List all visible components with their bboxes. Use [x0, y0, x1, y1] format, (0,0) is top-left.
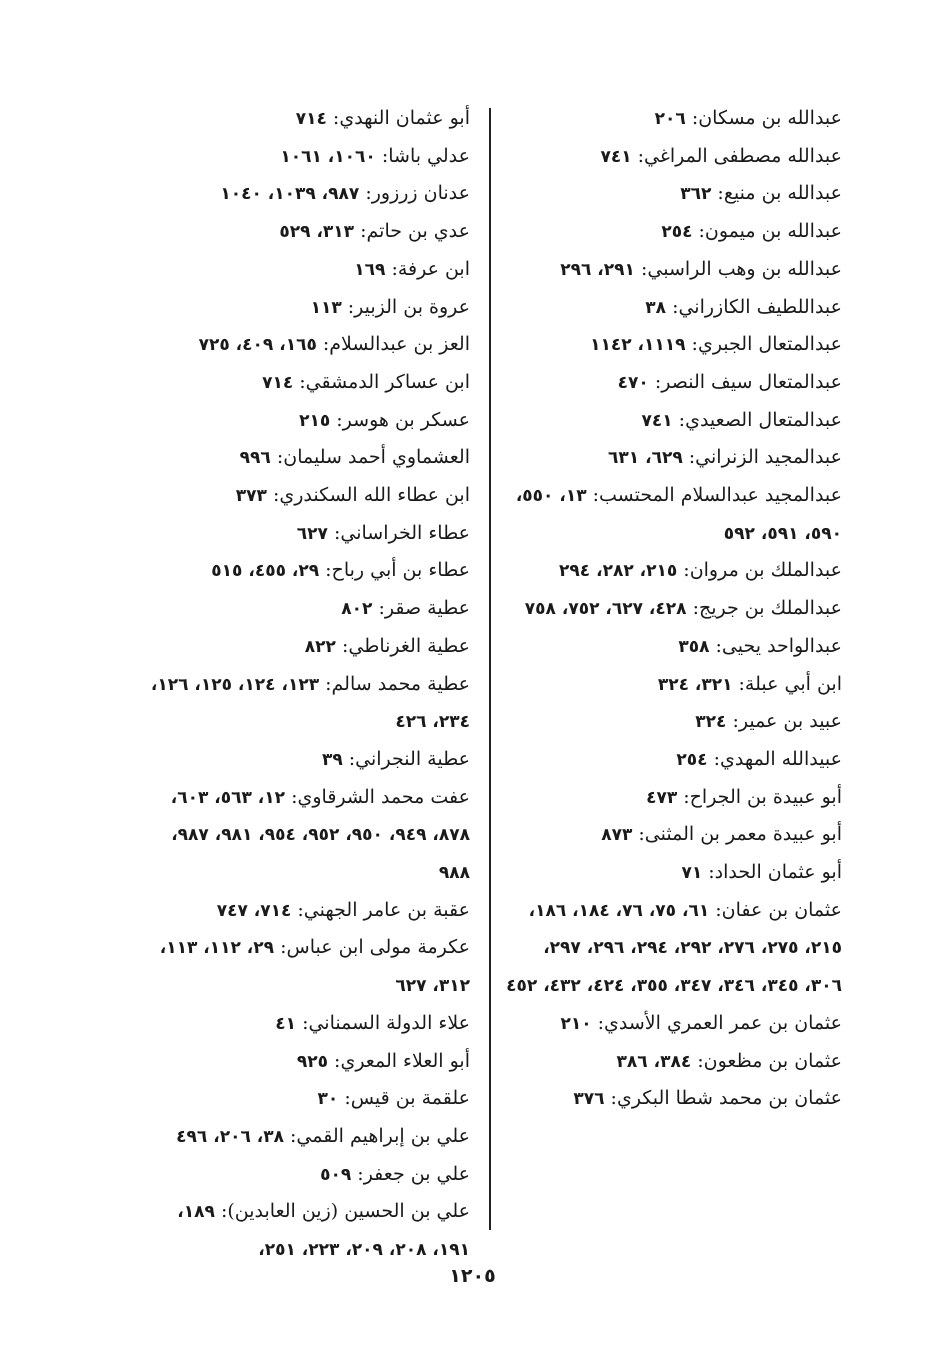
index-entry — [502, 1080, 842, 1118]
index-entry — [135, 628, 470, 666]
index-entry — [135, 1156, 470, 1194]
entry-pages: ١٢، ٥٦٣، ٦٠٣، ٨٧٨، ٩٤٩، ٩٥٠، ٩٥٢، ٩٥٤، ٩٨١، ٩٨٧، ٩٨٨ — [170, 787, 470, 884]
index-entry — [502, 741, 842, 779]
entry-pages: ٨٢٢ — [304, 636, 336, 657]
entry-name: علي بن جعفر: — [357, 1162, 470, 1185]
index-entry — [135, 100, 470, 138]
entry-name: عطية النجراني: — [348, 747, 470, 770]
entry-pages: ٣٢٤ — [695, 712, 727, 733]
entry-pages: ٩٨٧، ١٠٣٩، ١٠٤٠ — [220, 184, 360, 205]
index-entry — [502, 552, 842, 590]
entry-pages: ٣٢١، ٣٢٤ — [657, 674, 733, 695]
index-entry — [135, 1080, 470, 1118]
index-entry — [135, 666, 470, 741]
entry-pages: ١١٣ — [310, 297, 342, 318]
entry-name: ابن أبي عبلة: — [738, 672, 842, 695]
entry-name: عفت محمد الشرقاوي: — [291, 785, 470, 808]
entry-name: ابن عرفة: — [391, 257, 470, 280]
index-entry — [135, 590, 470, 628]
entry-name: عبداللطيف الكازراني: — [672, 295, 842, 318]
entry-name: عبدالله بن ميمون: — [698, 220, 842, 243]
entry-name: عقبة بن عامر الجهني: — [297, 898, 470, 921]
index-entry — [135, 779, 470, 892]
index-entry — [135, 1005, 470, 1043]
entry-pages: ٢١٥ — [299, 410, 331, 431]
entry-pages: ١٨٩، ١٩١، ٢٠٨، ٢٠٩، ٢٢٣، ٢٥١، — [177, 1202, 470, 1261]
entry-pages: ٢١٥، ٢٨٢، ٢٩٤ — [559, 561, 678, 582]
entry-pages: ٢٩، ١١٢، ١١٣، ٣١٢، ٦٢٧ — [159, 938, 470, 997]
entry-name: عبدالله بن منيع: — [717, 182, 842, 205]
entry-pages: ٧١٤، ٧٤٧ — [216, 900, 292, 921]
entry-pages: ٨٠٢ — [341, 599, 373, 620]
entry-pages: ٦٢٧ — [296, 523, 328, 544]
entry-pages: ٧٤١ — [641, 410, 673, 431]
entry-pages: ٢١٠ — [560, 1013, 592, 1034]
entry-name: عبدالملك بن جريج: — [692, 597, 842, 620]
entry-pages: ٣٠ — [317, 1089, 339, 1110]
entry-pages: ٤١ — [275, 1013, 297, 1034]
entry-pages: ٣٧٦ — [573, 1089, 605, 1110]
entry-name: عبدالمجيد الزنراني: — [688, 446, 842, 469]
index-entry — [502, 666, 842, 704]
entry-pages: ١٢٣، ١٢٤، ١٢٥، ١٢٦، ٢٣٤، ٤٢٦ — [150, 674, 470, 733]
column-divider — [489, 108, 491, 1230]
entry-name: عروة بن الزبير: — [347, 295, 470, 318]
index-entry — [135, 402, 470, 440]
index-entry — [135, 929, 470, 1004]
entry-pages: ١٦٥، ٤٠٩، ٧٢٥ — [198, 335, 317, 356]
entry-name: عبدالله بن وهب الراسبي: — [640, 257, 842, 280]
entry-name: علي بن الحسين (زين العابدين): — [220, 1200, 470, 1223]
index-entry — [502, 251, 842, 289]
entry-name: عثمان بن محمد شطا البكري: — [610, 1087, 842, 1110]
index-entry — [502, 402, 842, 440]
index-entry — [135, 326, 470, 364]
index-entry — [502, 175, 842, 213]
entry-pages: ٧١٤ — [262, 372, 294, 393]
entry-pages: ٣٨٤، ٣٨٦ — [616, 1051, 692, 1072]
index-entry — [502, 854, 842, 892]
index-entry — [135, 439, 470, 477]
entry-name: عبيدالله المهدي: — [713, 747, 842, 770]
entry-pages: ١١١٩، ١١٤٢ — [590, 335, 686, 356]
index-entry — [502, 477, 842, 552]
entry-pages: ٤٢٨، ٦٢٧، ٧٥٢، ٧٥٨ — [524, 599, 687, 620]
entry-name: ابن عساكر الدمشقي: — [299, 370, 470, 393]
entry-name: عبدالمتعال الجبري: — [691, 333, 842, 356]
entry-name: عبدالواحد يحيى: — [715, 634, 842, 657]
entry-pages: ٢٩، ٤٥٥، ٥١٥ — [211, 561, 320, 582]
entry-pages: ٩٩٦ — [239, 448, 271, 469]
entry-name: عدي بن حاتم: — [360, 220, 470, 243]
index-entry — [135, 175, 470, 213]
index-entry — [502, 1005, 842, 1043]
entry-pages: ٣٧٣ — [235, 486, 267, 507]
entry-name: عسكر بن هوسر: — [336, 408, 470, 431]
entry-name: أبو عثمان النهدي: — [332, 107, 470, 129]
entry-name: عطية محمد سالم: — [325, 672, 470, 695]
entry-pages: ٣٨ — [645, 297, 667, 318]
index-column-left — [135, 100, 470, 1269]
entry-pages: ٦٢٩، ٦٣١ — [608, 448, 683, 469]
entry-pages: ٣٩ — [321, 749, 343, 770]
index-entry — [502, 326, 842, 364]
entry-pages: ٥٠٩ — [320, 1164, 352, 1185]
entry-pages: ١٠٦٠، ١٠٦١ — [280, 146, 376, 167]
entry-name: علي بن إبراهيم القمي: — [290, 1124, 470, 1147]
index-entry — [135, 289, 470, 327]
entry-pages: ٧١ — [681, 863, 703, 884]
entry-name: العشماوي أحمد سليمان: — [276, 446, 470, 469]
entry-name: أبو العلاء المعري: — [334, 1049, 470, 1072]
entry-pages: ١٣، ٥٥٠، ٥٩٠، ٥٩١، ٥٩٢ — [515, 486, 842, 544]
page-number: ١٢٠٥ — [449, 1265, 496, 1287]
index-entry — [502, 1043, 842, 1081]
index-entry — [502, 100, 842, 138]
index-entry — [135, 552, 470, 590]
entry-pages: ٣١٣، ٥٢٩ — [279, 222, 355, 243]
index-entry — [135, 741, 470, 779]
entry-name: علقمة بن قيس: — [344, 1087, 470, 1110]
index-entry — [135, 213, 470, 251]
index-entry — [502, 289, 842, 327]
index-entry — [502, 703, 842, 741]
entry-pages: ٢٩١، ٢٩٦ — [560, 259, 635, 280]
entry-name: عبدالله بن مسكان: — [691, 107, 842, 129]
index-entry — [135, 1193, 470, 1268]
entry-pages: ٢٠٦ — [654, 109, 686, 129]
entry-name: عطاء الخراساني: — [333, 521, 470, 544]
index-entry — [502, 628, 842, 666]
index-entry — [135, 251, 470, 289]
entry-name: ابن عطاء الله السكندري: — [272, 484, 470, 507]
entry-pages: ٢٥٤ — [661, 222, 693, 243]
index-entry — [502, 590, 842, 628]
entry-name: عثمان بن عمر العمري الأسدي: — [597, 1011, 842, 1034]
entry-pages: ٤٧٣ — [646, 787, 678, 808]
entry-name: عبدالمجيد عبدالسلام المحتسب: — [592, 484, 842, 507]
entry-name: عدنان زرزور: — [365, 182, 470, 205]
entry-pages: ٧٤١ — [600, 146, 632, 167]
entry-name: عبدالله مصطفى المراغي: — [637, 144, 842, 167]
index-entry — [502, 364, 842, 402]
index-entry — [135, 477, 470, 515]
index-entry — [502, 779, 842, 817]
entry-name: عبيد بن عمير: — [732, 710, 842, 733]
index-entry — [135, 364, 470, 402]
entry-pages: ٣٦٢ — [680, 184, 712, 205]
entry-name: عطاء بن أبي رباح: — [325, 559, 470, 582]
entry-pages: ٨٧٣ — [601, 825, 633, 846]
entry-name: أبو عبيدة بن الجراح: — [683, 785, 842, 808]
entry-pages: ٧١٤ — [295, 109, 327, 129]
entry-name: عبدالمتعال الصعيدي: — [678, 408, 842, 431]
entry-name: عثمان بن مظعون: — [697, 1049, 842, 1072]
index-entry — [135, 515, 470, 553]
entry-name: أبو عبيدة معمر بن المثنى: — [638, 823, 842, 846]
entry-pages: ١٦٩ — [354, 259, 386, 280]
entry-name: عبدالمتعال سيف النصر: — [654, 370, 842, 393]
entry-name: عبدالملك بن مروان: — [683, 559, 842, 582]
index-entry — [502, 816, 842, 854]
index-entry — [502, 138, 842, 176]
entry-pages: ٤٧٠ — [617, 372, 649, 393]
entry-name: عدلي باشا: — [381, 144, 470, 167]
index-entry — [502, 892, 842, 1005]
entry-name: أبو عثمان الحداد: — [708, 861, 842, 884]
entry-pages: ٩٢٥ — [296, 1051, 328, 1072]
entry-name: عكرمة مولى ابن عباس: — [280, 936, 470, 959]
index-entry — [502, 213, 842, 251]
entry-name: عثمان بن عفان: — [715, 898, 842, 921]
entry-name: علاء الدولة السمناني: — [302, 1011, 470, 1034]
index-entry — [135, 892, 470, 930]
index-column-right — [502, 100, 842, 1118]
index-entry — [502, 439, 842, 477]
index-entry — [135, 1043, 470, 1081]
index-entry — [135, 138, 470, 176]
entry-pages: ٣٨، ٢٠٦، ٤٩٦ — [176, 1126, 284, 1147]
entry-pages: ٦١، ٧٥، ٧٦، ١٨٤، ١٨٦، ٢١٥، ٢٧٥، ٢٧٦، ٢٩٢، ٢٩٤، ٢٩٦، ٢٩٧، ٣٠٦، ٣٤٥، ٣٤٦، ٣٤٧، ٣٥٥، ٤٢٤، ٤٣٢، ٤٥٢ — [506, 900, 842, 997]
index-entry — [135, 1118, 470, 1156]
entry-pages: ٣٥٨ — [678, 636, 710, 657]
entry-name: العز بن عبدالسلام: — [322, 333, 470, 356]
entry-name: عطية الغرناطي: — [341, 634, 470, 657]
entry-name: عطية صقر: — [378, 597, 470, 620]
entry-pages: ٢٥٤ — [676, 749, 708, 770]
